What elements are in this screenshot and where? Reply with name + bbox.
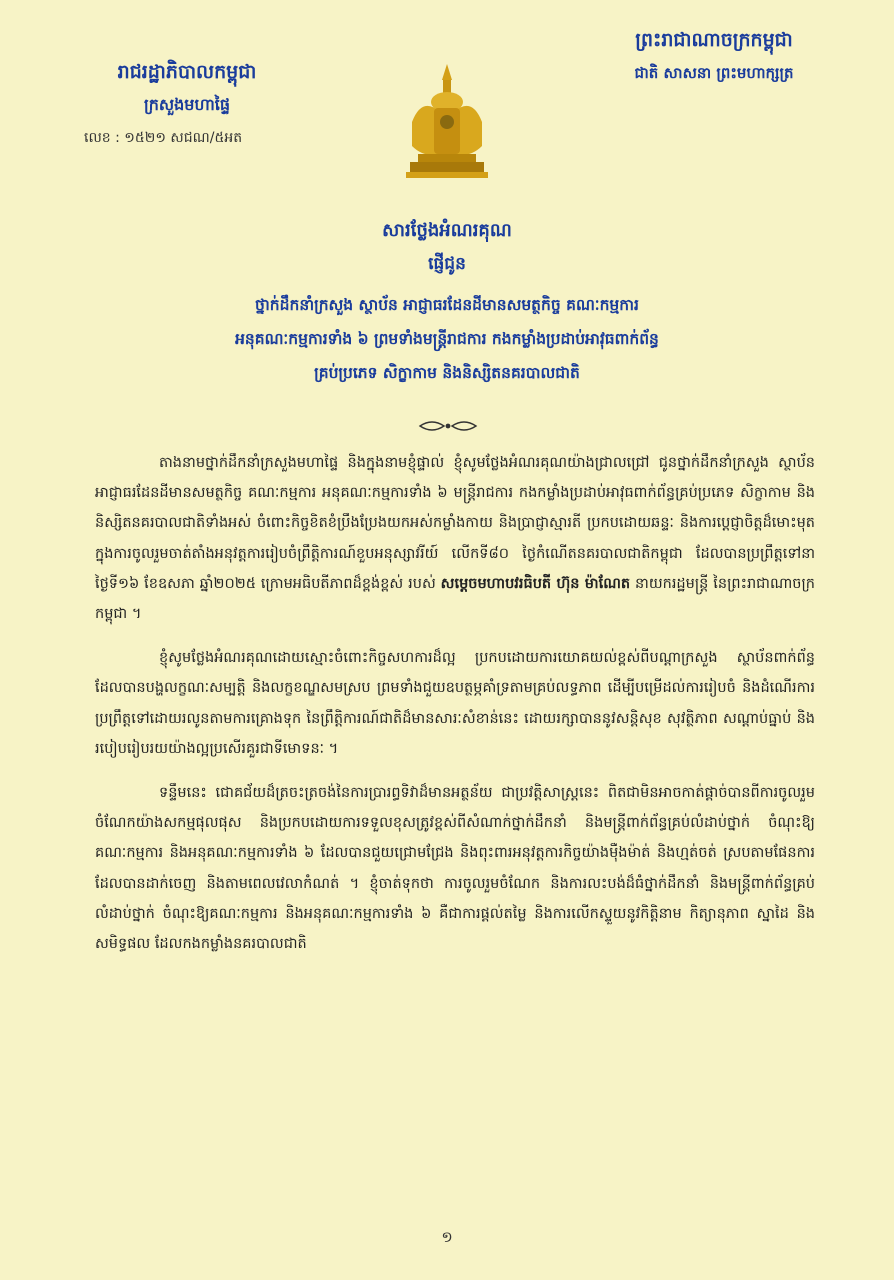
royal-emblem-icon	[398, 62, 496, 180]
government-name: រាជរដ្ឋាភិបាលកម្ពុជា	[117, 61, 257, 83]
paragraph-2: ខ្ញុំសូមថ្លែងអំណរគុណដោយស្មោះចំពោះកិច្ចសហការដ៏ល្អ ប្រកបដោយការយោគយល់ខ្ពស់ពីបណ្តាក្រសួង ស្ថាប័នពាក់ព័ន្ធ ដែលបានបង្ហលក្ខណៈសម្បត្តិ និងលក្ខខណ្ឌសមស្រប ព្រមទាំងជួយឧបត្ថម្ភគាំទ្រតាមគ្រប់លទ្ធភាព ដើម្បីបម្រើដល់ការរៀបចំ និងដំណើរការប្រព្រឹត្តទៅដោយរលូនតាមការគ្រោងទុក នៃព្រឹត្តិការណ៍ជាតិដ៏មានសារៈសំខាន់នេះ ដោយរក្សាបាននូវសន្តិសុខ សុវត្ថិភាព សណ្តាប់ធ្នាប់ និងរបៀបរៀបរយយ៉ាងល្អប្រសើរគួរជាទីមោទនៈ ។	[95, 650, 815, 757]
letter-subtitle: ផ្ញើជូន	[428, 254, 466, 274]
letter-body	[95, 448, 815, 973]
title-block	[60, 218, 834, 390]
ornament-divider-icon	[418, 418, 478, 434]
national-motto: ជាតិ សាសនា ព្រះមហាក្សត្រ	[634, 64, 794, 82]
prime-minister-name: សម្តេចមហាបវរធិបតី ហ៊ុន ម៉ាណែត	[440, 575, 631, 592]
paragraph-1-text: តាងនាមថ្នាក់ដឹកនាំក្រសួងមហាផ្ទៃ និងក្នុងនាមខ្ញុំផ្ទាល់ ខ្ញុំសូមថ្លែងអំណរគុណយ៉ាងជ្រាលជ្រៅ ជូនថ្នាក់ដឹកនាំក្រសួង ស្ថាប័ន អាជ្ញាធរដែនដីមានសមត្ថកិច្ច គណៈកម្មការ អនុគណៈកម្មការទាំង ៦ មន្ត្រីរាជការ កងកម្លាំងប្រដាប់អាវុធពាក់ព័ន្ធគ្រប់ប្រភេទ សិក្ខាកាម និងនិស្សិតនគរបាលជាតិទាំងអស់ ចំពោះកិច្ចខិតខំប្រឹងប្រែងយកអស់កម្លាំងកាយ និងប្រាជ្ញាស្មារតី ប្រកបដោយឆន្ទៈ និងការប្តេជ្ញាចិត្តដ៏មោះមុត ក្នុងការចូលរួមចាត់តាំងអនុវត្តការរៀបចំព្រឹត្តិការណ៍ខួបអនុស្សាវរីយ៍ លើកទី៨០ ថ្ងៃកំណើតនគរបាលជាតិកម្ពុជា ដែលបានប្រព្រឹត្តទៅនាថ្ងៃទី១៦ ខែឧសភា ឆ្នាំ២០២៥ ក្រោមអធិបតីភាពដ៏ខ្ពង់ខ្ពស់ របស់	[95, 455, 815, 592]
paragraph-3: ទន្ទឹមនេះ ជោគជ័យដ៏ត្រចះត្រចង់នៃការប្រារព្ធទិវាដ៏មានអត្ថន័យ ជាប្រវត្តិសាស្ត្រនេះ ពិតជាមិនអាចកាត់ផ្តាច់បានពីការចូលរួមចំណែកយ៉ាងសកម្មផុលផុស និងប្រកបដោយការទទួលខុសត្រូវខ្ពស់ពីសំណាក់ថ្នាក់ដឹកនាំ និងមន្ត្រីពាក់ព័ន្ធគ្រប់លំដាប់ថ្នាក់ ចំណុះឱ្យគណៈកម្មការ និងអនុគណៈកម្មការទាំង ៦ ដែលបានជួយជ្រោមជ្រែង និងពុះពារអនុវត្តការកិច្ចយ៉ាងម៉ឺងម៉ាត់ និងហ្មត់ចត់ ស្របតាមផែនការដែលបានដាក់ចេញ និងតាមពេលវេលាកំណត់ ។ ខ្ញុំចាត់ទុកថា ការចូលរួមចំណែក និងការលះបង់ដ៏ធំថ្នាក់ដឹកនាំ និងមន្ត្រីពាក់ព័ន្ធគ្រប់លំដាប់ថ្នាក់ ចំណុះឱ្យគណៈកម្មការ និងអនុគណៈកម្មការទាំង ៦ គឺជាការផ្តល់តម្លៃ និងការលើកស្ទួយនូវកិត្តិនាម កិត្យានុភាព ស្នាដៃ និងសមិទ្ធផល ដែលកងកម្លាំងនគរបាលជាតិ	[95, 785, 815, 953]
ministry-name: ក្រសួងមហាផ្ទៃ	[143, 95, 230, 114]
addressee-line-3: គ្រប់ប្រភេទ សិក្ខាកាម និងនិស្សិតនគរបាលជាតិ	[314, 364, 580, 382]
addressee-line-2: អនុគណៈកម្មការទាំង ៦ ព្រមទាំងមន្ត្រីរាជការ កងកម្លាំងប្រដាប់អាវុធពាក់ព័ន្ធ	[235, 330, 659, 348]
addressee-lines	[60, 288, 834, 390]
page-number: ១	[441, 1228, 453, 1246]
letter-title: សារថ្លែងអំណរគុណ	[382, 220, 512, 241]
paragraph-1-end: នាយករដ្ឋមន្ត្រី នៃព្រះរាជាណាចក្រកម្ពុជា ។	[95, 575, 815, 623]
header-left	[72, 60, 302, 149]
addressee-line-1: ថ្នាក់ដឹកនាំក្រសួង ស្ថាប័ន អាជ្ញាធរដែនដីមានសមត្ថកិច្ច គណៈកម្មការ	[255, 296, 639, 314]
paragraph-1	[95, 448, 815, 629]
document-number: លេខ : ១៥២១ សជណ/៥អត	[84, 130, 243, 146]
kingdom-name: ព្រះរាជាណាចក្រកម្ពុជា	[635, 29, 793, 51]
header-right	[594, 28, 834, 86]
